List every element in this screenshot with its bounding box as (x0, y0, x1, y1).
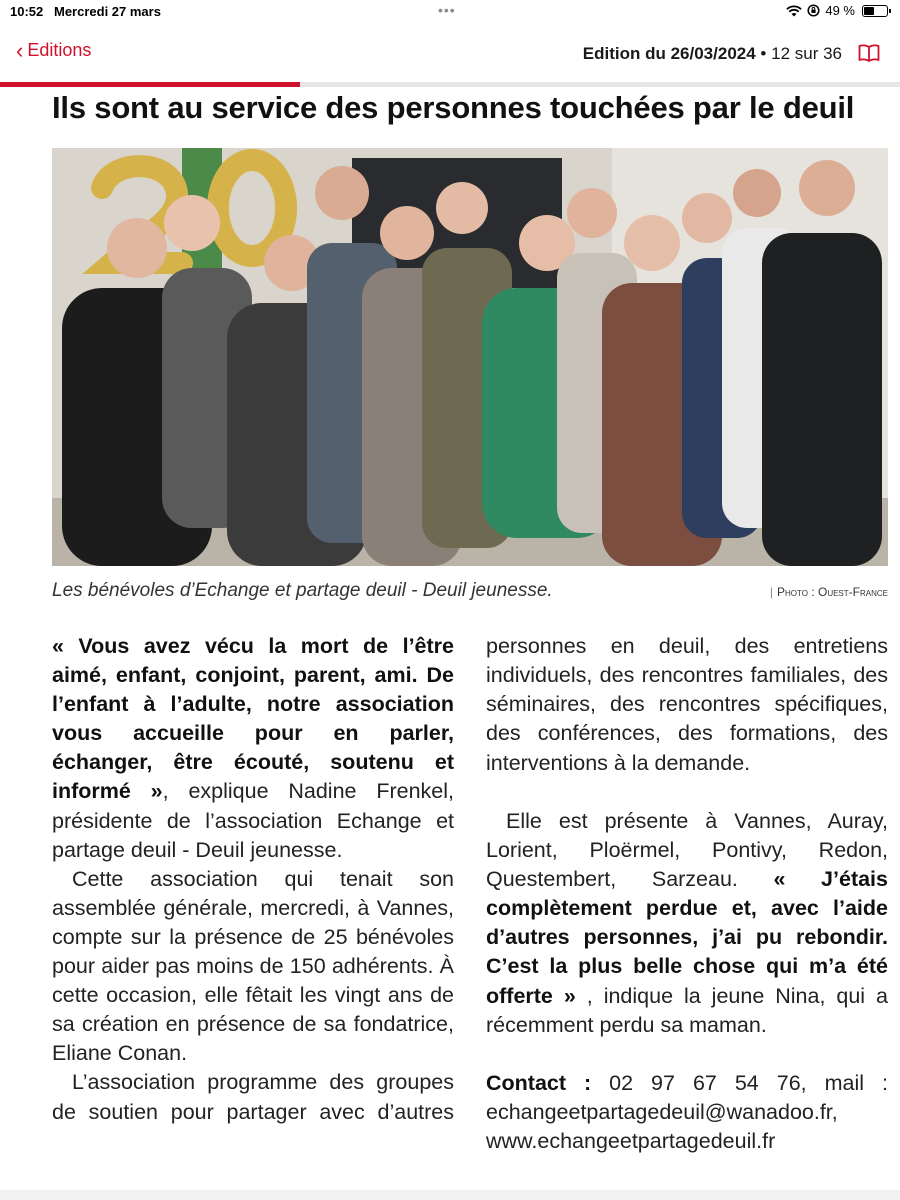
status-date: Mercredi 27 mars (54, 4, 161, 19)
multitasking-dots[interactable]: ••• (438, 2, 456, 18)
contact-label: Contact : (486, 1070, 592, 1095)
paragraph-text: personnes en deuil, des entretiens individuels, des rencontres familiales, des séminaires, des rencontres spécifiques, des conférences, des formations, des interventions à la demande. (486, 634, 888, 775)
article-column-right (486, 632, 888, 1156)
paragraph-text: , explique Nadine Frenkel, présidente de l’association Echange et partage deuil - Deuil jeunesse. (52, 779, 454, 862)
status-indicators (786, 3, 888, 18)
credit-separator: | (769, 585, 774, 599)
article-paragraph (52, 632, 454, 865)
edition-separator: • (760, 44, 772, 63)
battery-icon (862, 5, 888, 17)
paragraph-text: Elle est présente à Vannes, Auray, Lorient, Ploërmel, Pontivy, Redon, Questembert, Sarzeau. (486, 809, 888, 892)
bottom-edge (0, 1190, 900, 1200)
spacer (486, 1040, 888, 1069)
article-paragraph: Cette association qui tenait son assemblée générale, mercredi, à Vannes, compte sur la présence de 25 bénévoles pour aider pas moins de 150 adhérents. À cette occasion, elle fêtait les vingt ans de sa création en présence de sa fondatrice, Eliane Conan. (52, 866, 454, 1066)
back-button[interactable] (16, 37, 92, 63)
quote-nina: « J’étais complètement perdue et, avec l’aide d’autres personnes, j’ai pu rebondir. C’est la plus belle chose qui m’a été offerte » (486, 867, 888, 1008)
photo-credit-text: Photo : Ouest-France (777, 585, 888, 599)
contact-paragraph (486, 1069, 888, 1156)
chevron-left-icon: ‹ (16, 37, 24, 63)
edition-info (583, 44, 842, 64)
page-position: 12 sur 36 (771, 44, 842, 63)
article-column-left (52, 632, 454, 1126)
photo-credit (770, 585, 888, 599)
photo-caption: Les bénévoles d’Echange et partage deuil - Deuil jeunesse. (52, 580, 553, 601)
group-photo (52, 148, 888, 566)
article-title: Ils sont au service des personnes touchées par le deuil (52, 90, 855, 125)
contact-details[interactable]: 02 97 67 54 76, mail : echangeetpartagedeuil@wanadoo.fr, www.echangeetpartagedeuil.fr (486, 1070, 888, 1153)
article-paragraph-continuation (486, 632, 888, 807)
reading-progress-fill (0, 82, 300, 87)
back-button-label: Editions (27, 40, 92, 60)
paragraph-text: , indique la jeune Nina, qui a récemment perdu sa maman. (486, 983, 888, 1037)
article-paragraph (486, 807, 888, 1040)
book-icon[interactable] (858, 44, 880, 62)
article-paragraph-continued (52, 1068, 454, 1126)
battery-percent: 49 % (825, 3, 855, 18)
paragraph-text: L’association programme des groupes de soutien pour partager avec d’autres (52, 1070, 454, 1124)
volunteers-group-illustration (52, 148, 888, 566)
status-bar (0, 0, 900, 24)
status-time: 10:52 (10, 4, 44, 19)
edition-date: Edition du 26/03/2024 (582, 44, 756, 63)
orientation-lock-icon (807, 4, 820, 17)
quote-president: « Vous avez vécu la mort de l’être aimé, enfant, conjoint, parent, ami. De l’enfant à l’adulte, notre association vous accueille pour en parler, échanger, être écouté, soutenu et informé » (52, 634, 454, 804)
wifi-icon (786, 5, 802, 17)
reader-nav-bar (0, 34, 900, 74)
